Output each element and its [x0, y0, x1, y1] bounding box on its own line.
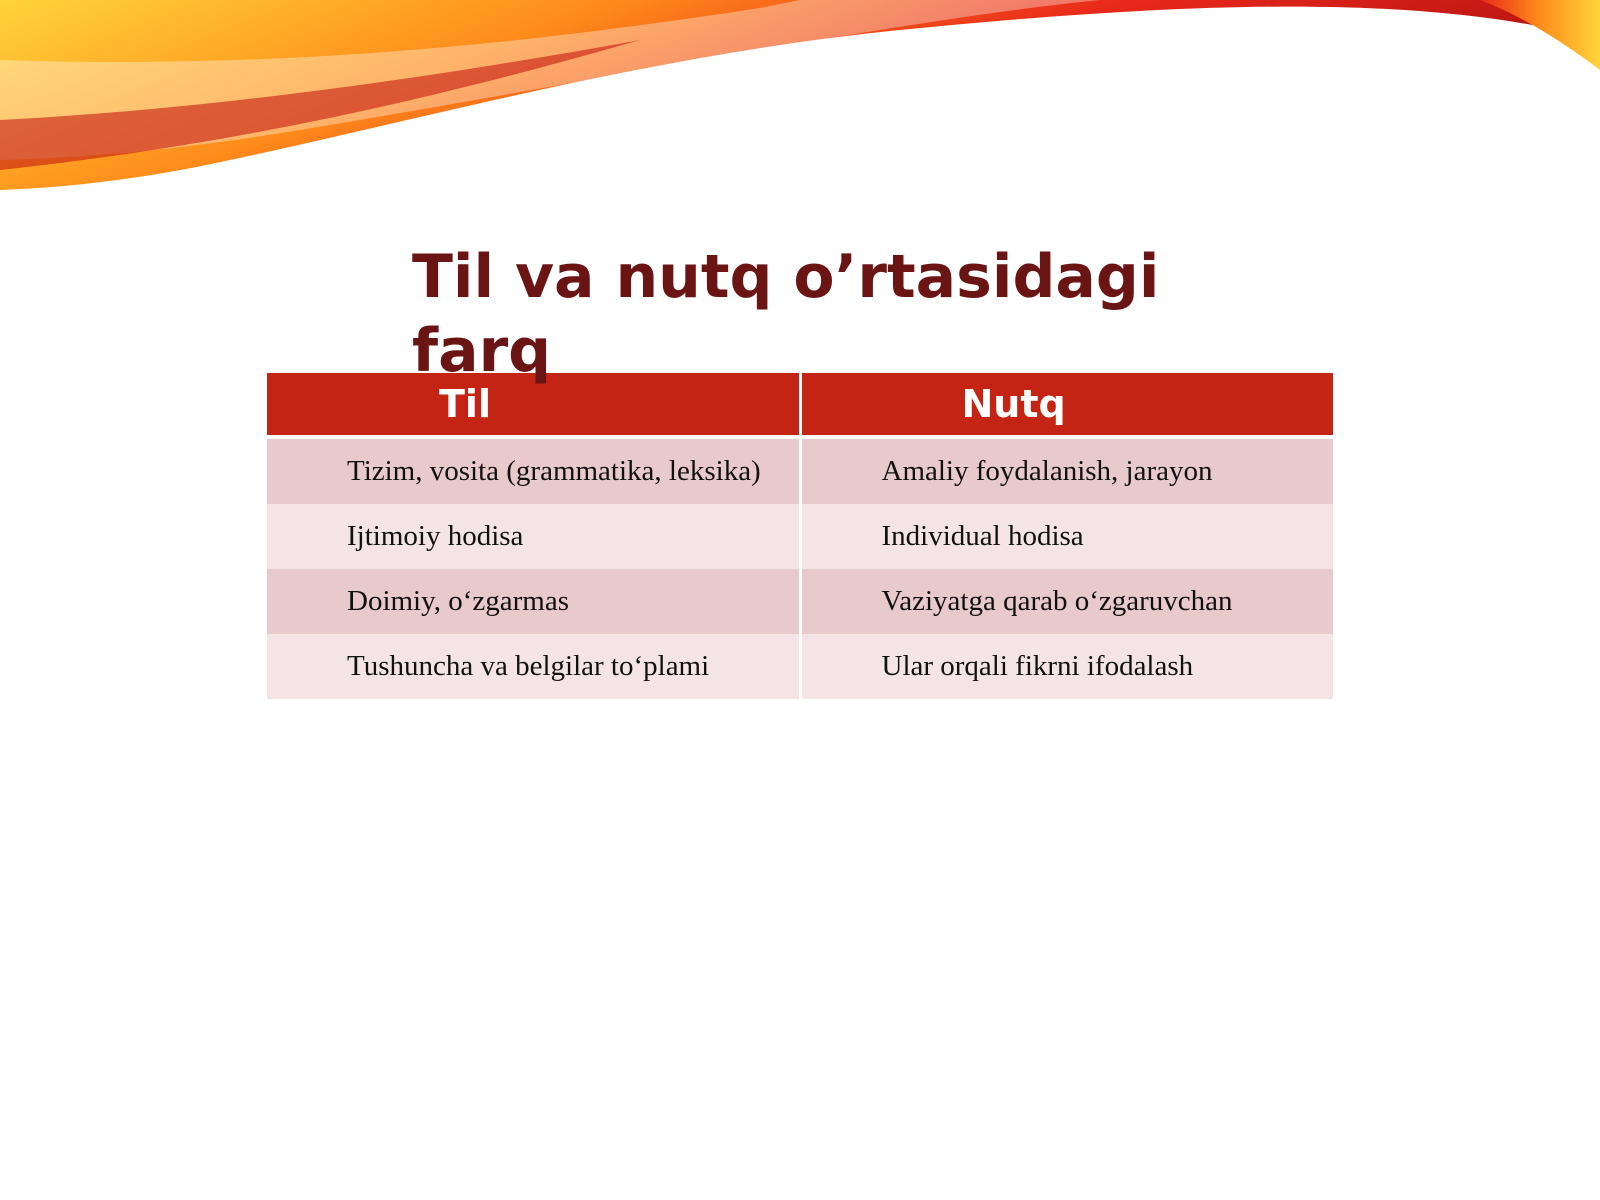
slide-title: Til va nutq o’rtasidagi farq	[412, 242, 1160, 386]
table-cell: Amaliy foydalanish, jarayon	[800, 437, 1333, 504]
table-cell: Tushuncha va belgilar to‘plami	[267, 634, 800, 699]
table-cell: Ular orqali fikrni ifodalash	[800, 634, 1333, 699]
table-row	[267, 437, 1333, 504]
column-header-til: Til	[267, 373, 800, 437]
table-cell: Tizim, vosita (grammatika, leksika)	[267, 437, 800, 504]
table-cell: Ijtimoiy hodisa	[267, 504, 800, 569]
table-cell: Vaziyatga qarab o‘zgaruvchan	[800, 569, 1333, 634]
comparison-table	[267, 373, 1333, 699]
table-row	[267, 504, 1333, 569]
table-cell: Doimiy, o‘zgarmas	[267, 569, 800, 634]
swoosh-decoration	[0, 0, 1600, 200]
column-header-nutq: Nutq	[800, 373, 1333, 437]
table-row	[267, 634, 1333, 699]
table-row	[267, 569, 1333, 634]
table-cell: Individual hodisa	[800, 504, 1333, 569]
